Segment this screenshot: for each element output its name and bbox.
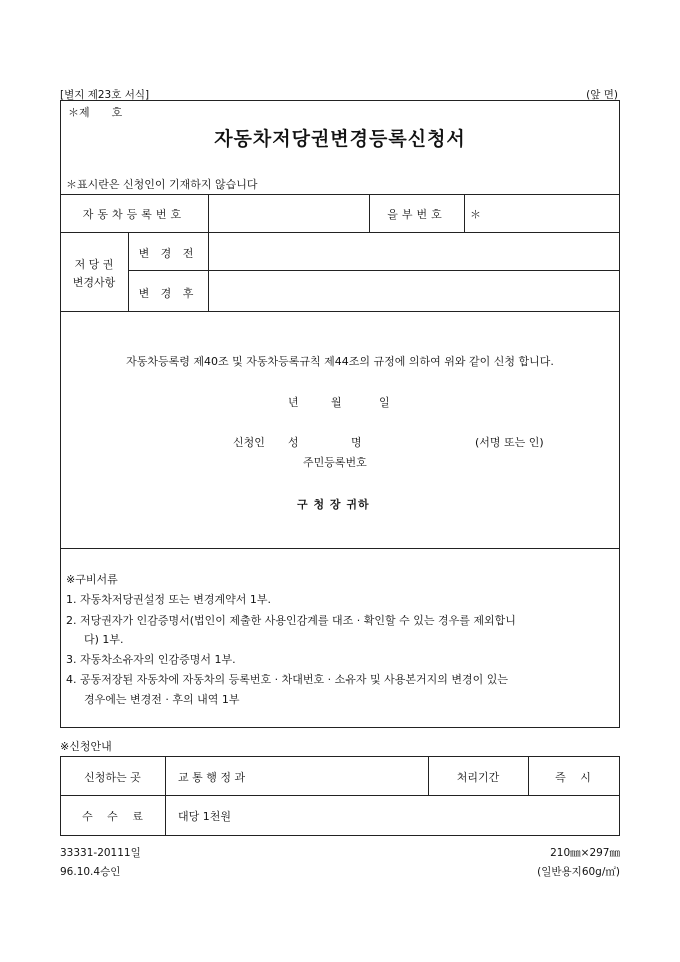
name-label-1: 성 (288, 436, 299, 449)
period-label: 처리기간 (456, 771, 500, 784)
document-item-1: 1. 자동차저당권설정 또는 변경계약서 1부. (66, 593, 271, 606)
before-change-label: 변 경 전 (138, 247, 198, 260)
document-item-3: 3. 자동차소유자의 인감증명서 1부. (66, 653, 236, 666)
mortgage-label-line2: 변경사항 (72, 276, 116, 289)
before-change-input[interactable] (212, 245, 612, 261)
document-item-2: 2. 저당권자가 인감증명서(법인이 제출한 사용인감계를 대조 · 확인할 수 있는 경우를 제외합니 (66, 614, 516, 627)
form-number: [별지 제23호 서식] (60, 89, 150, 101)
fee-label: 수 수 료 (82, 810, 143, 823)
page-title: 자동차저당권변경등록신청서 (214, 128, 466, 150)
guide-table (60, 756, 620, 836)
approval-date: 96.10.4승인 (60, 866, 121, 878)
name-label-2: 명 (351, 436, 362, 449)
vehicle-reg-label: 자동차등록번호 (82, 208, 186, 221)
document-item-4: 4. 공동저장된 자동차에 자동차의 등록번호 · 차대번호 · 소유자 및 사용본거지의 변경이 있는 (66, 673, 508, 686)
fee-value: 대당 1천원 (178, 810, 231, 823)
eul-number-field: ＊ (470, 208, 481, 221)
after-change-input[interactable] (212, 285, 612, 301)
resident-number-label: 주민등록번호 (303, 456, 367, 469)
period-value: 즉 시 (555, 771, 591, 784)
addressee: 구 청 장 귀하 (297, 498, 370, 511)
page-side-label: (앞 면) (586, 89, 618, 101)
documents-heading: ※구비서류 (66, 573, 118, 586)
guide-heading: ※신청안내 (60, 740, 112, 753)
declaration-statement: 자동차등록령 제40조 및 자동차등록규칙 제44조의 규정에 의하여 위와 같이 신청 합니다. (126, 355, 554, 368)
place-value: 교 통 행 정 과 (178, 771, 246, 784)
eul-number-label: 을부번호 (387, 208, 446, 221)
instruction-note: ＊표시란은 신청인이 기재하지 않습니다 (66, 178, 258, 191)
mortgage-label-line1: 저 당 권 (74, 258, 114, 271)
place-label: 신청하는 곳 (84, 771, 141, 784)
form-number-field: ＊제 호 (68, 106, 123, 119)
document-item-2-cont: 다) 1부. (84, 633, 124, 646)
document-item-4-cont: 경우에는 변경전 · 후의 내역 1부 (84, 693, 240, 706)
vehicle-reg-input[interactable] (212, 206, 365, 222)
date-year: 년 (288, 396, 299, 409)
date-day: 일 (379, 396, 390, 409)
form-code: 33331-20111일 (60, 847, 141, 859)
signature-label: (서명 또는 인) (475, 436, 544, 449)
date-month: 월 (331, 396, 342, 409)
paper-size: 210㎜×297㎜ (550, 847, 620, 859)
after-change-label: 변 경 후 (138, 287, 198, 300)
paper-type: (일반용지60g/㎡) (537, 866, 620, 878)
applicant-label: 신청인 (233, 436, 265, 449)
